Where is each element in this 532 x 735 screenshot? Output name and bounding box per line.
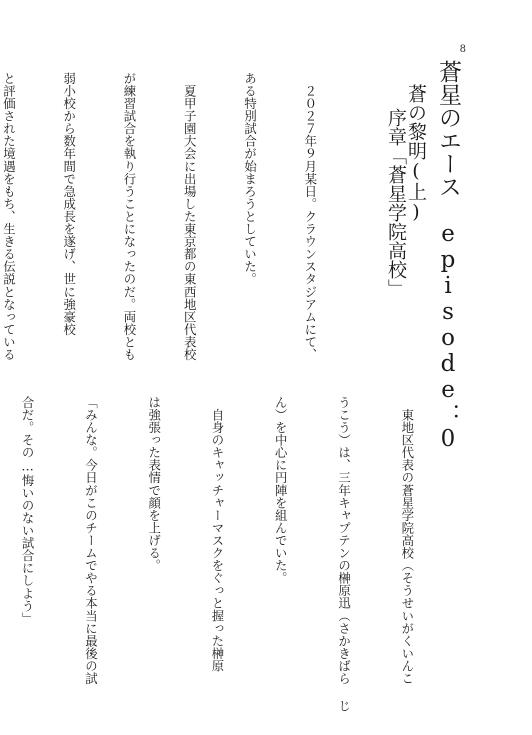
upper-body-text: [0, 72, 360, 394]
text-line: 夏甲子園大会に出場した東京都の東西地区代表校: [182, 72, 198, 361]
chapter-heading: 序章「蒼星学院高校」: [385, 108, 407, 298]
novel-title: 蒼星のエース episode：0: [435, 60, 461, 452]
text-line: ん）を中心に円陣を組んでいた。: [273, 396, 289, 585]
text-line: 東地区代表の蒼星学院高校（そうせいがくいんこ: [399, 396, 415, 685]
text-line: 弱小校から数年間で急成長を遂げ、世に強豪校: [61, 72, 77, 336]
lower-body-text: [0, 396, 460, 718]
text-line: 合だ。その…悔いのない試合にしよう」: [20, 396, 36, 625]
text-line: は強張った表情で顔を上げる。: [146, 396, 162, 572]
text-line: と評価された境遇をもち、生きる伝説となっている: [1, 72, 17, 361]
text-line: ２０２７年９月某日。クラウンスタジアムにて、: [302, 72, 318, 361]
text-line: が練習試合を執り行うことになったのだ。両校とも: [121, 72, 137, 361]
text-line: ある特別試合が始まろうとしていた。: [242, 72, 258, 286]
page-number: 8: [459, 44, 466, 55]
text-line: 自身のキャッチャーマスクをぐっと握った榊原: [209, 396, 225, 673]
episode-subtitle: 蒼の黎明(上): [405, 84, 427, 223]
text-line: うこう）は、三年キャプテンの榊原迅（さかきばら じ: [336, 396, 352, 713]
text-line: 「みんな。今日がこのチームでやる本当に最後の試: [83, 396, 99, 685]
